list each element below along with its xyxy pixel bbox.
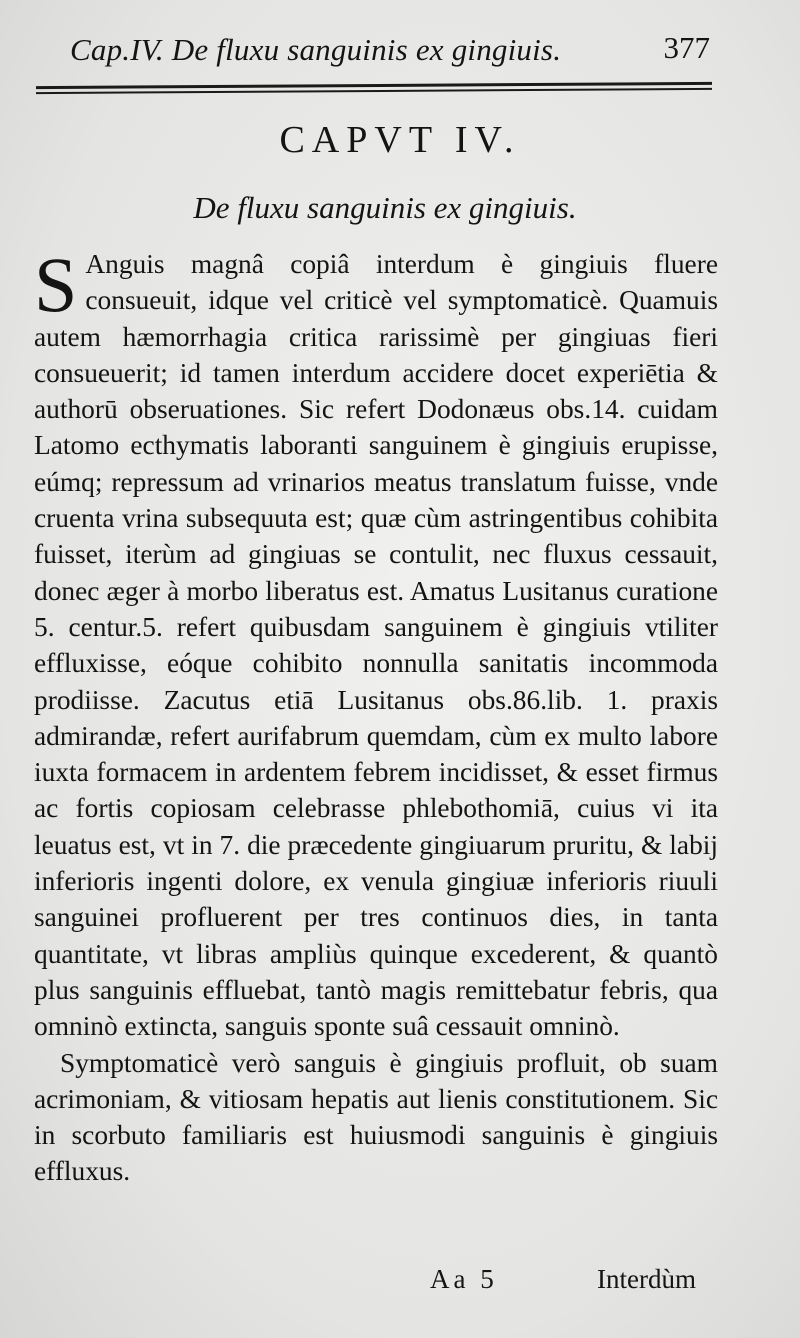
page-footer (0, 1260, 720, 1300)
catchword: Interdùm (597, 1264, 696, 1294)
paragraph-1-text: Anguis magnâ copiâ interdum è gingiuis fluere consueuit, idque vel criticè vel symptomaticè. Quamuis autem hæmorrhagia critica rarissimè per gingiuas fieri consueuerit; id tamen interdum accidere docet experiētia & authorū obseruationes. Sic refert Dodonæus obs.14. cuidam Latomo ecthymatis laboranti sanguinem è gingiuis erupisse, eúmq; repressum ad vrinarios meatus translatum fuisse, vnde cruenta vrina subsequuta est; quæ cùm astringentibus cohibita fuisset, iterùm ad gingiuas se contulit, nec fluxus cessauit, donec æger à morbo liberatus est. Amatus Lusitanus curatione 5. centur.5. refert quibusdam sanguinem è gingiuis vtiliter effluxisse, eóque cohibito nonnulla sanitatis incommoda prodiisse. Zacutus etiā Lusitanus obs.86.lib. 1. praxis admirandæ, refert aurifabrum quemdam, cùm ex multo labore iuxta formacem in ardentem febrem incidisset, & esset firmus ac fortis copiosam celebrasse phlebothomiā, cuius vi ita leuatus est, vt in 7. die præcedente gingiuarum pruritu, & labij inferioris ingenti dolore, ex venula gingiuæ inferioris riuuli sanguinei profluerent per tres continuos dies, in tanta quantitate, vt libras ampliùs quinque excederent, & quantò plus sanguinis effluebat, tantò magis remittebatur febris, qua omninò extincta, sanguis sponte suâ cessauit omninò. (34, 249, 718, 1042)
header-rule-secondary (36, 88, 712, 94)
chapter-title: CAPVT IV. (279, 119, 521, 161)
page-header (70, 26, 710, 76)
signature-mark: Aa 5 (430, 1264, 498, 1294)
paragraph-1 (34, 241, 718, 1045)
page-number: 377 (663, 30, 710, 65)
running-head: Cap.IV. De fluxu sanguinis ex gingiuis. (70, 32, 562, 67)
drop-cap: S (34, 241, 78, 328)
paragraph-2: Symptomaticè verò sanguis è gingiuis profluit, ob suam acrimoniam, & vitiosam hepatis aut lienis constitutionem. Sic in scorbuto familiaris est huiusmodi sanguinis è gingiuis effluxus. (34, 1047, 718, 1187)
chapter-subtitle: De fluxu sanguinis ex gingiuis. (193, 190, 577, 225)
body-text (34, 241, 718, 1190)
